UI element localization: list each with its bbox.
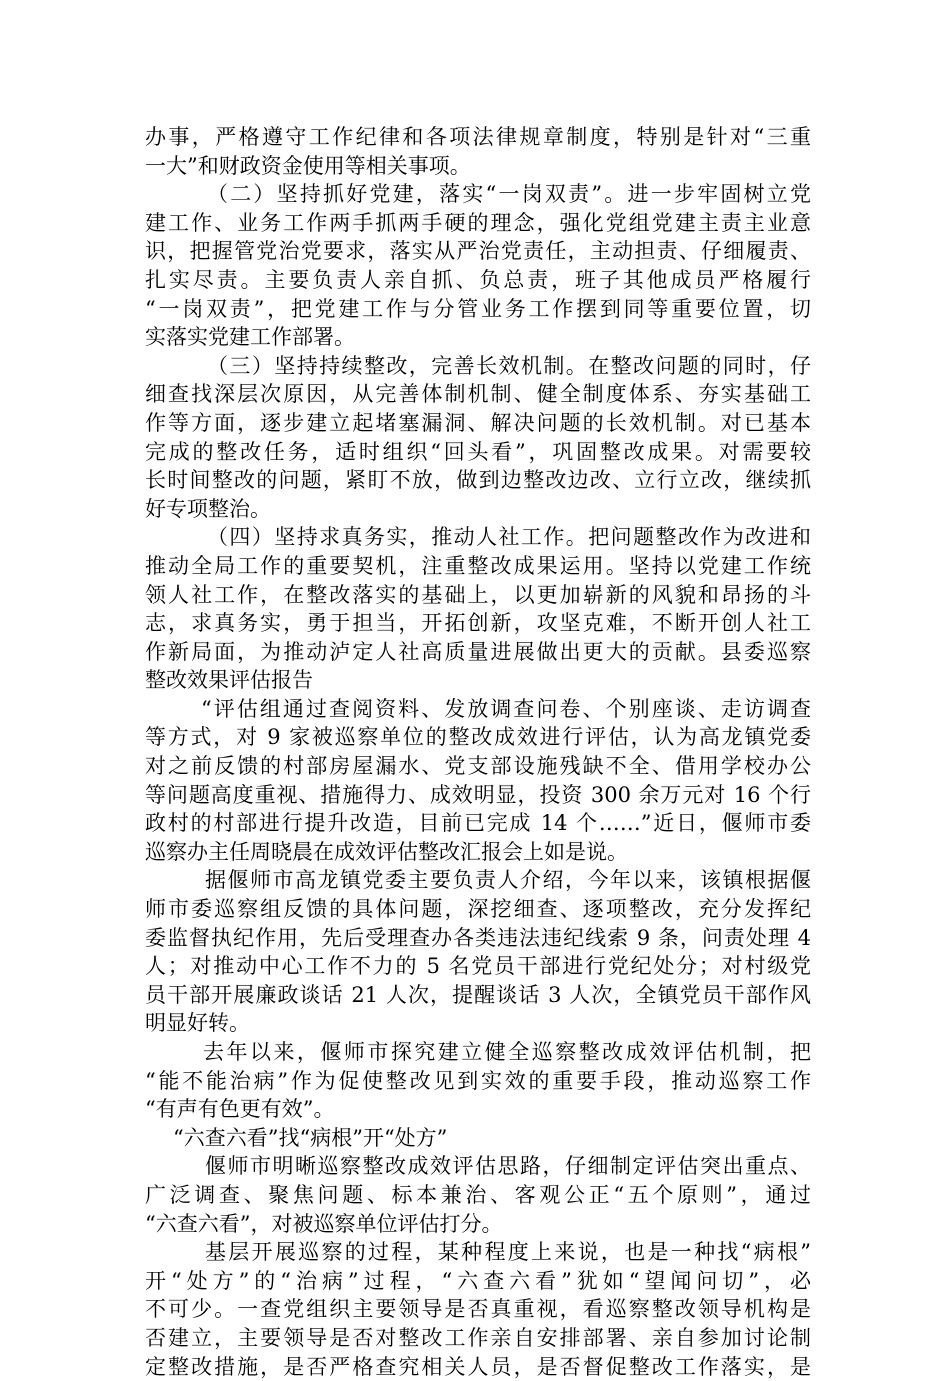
text-line: 政村的村部进行提升改造，目前已完成 14 个……”近日，偃师市委: [145, 811, 811, 836]
text-line: 长时间整改的问题，紧盯不放，做到边整改边改、立行立改，继续抓: [145, 468, 811, 493]
text-line: “六查六看”找“病根”开“处方”: [173, 1125, 448, 1150]
document-body: [145, 123, 811, 1381]
text-line: 定整改措施，是否严格查究相关人员，是否督促整改工作落实，是: [145, 1354, 811, 1379]
text-line: 推动全局工作的重要契机，注重整改成果运用。坚持以党建工作统: [145, 553, 811, 578]
text-line: 细查找深层次原因，从完善体制机制、健全制度体系、夯实基础工: [145, 382, 811, 407]
text-line: 巡察办主任周晓晨在成效评估整改汇报会上如是说。: [145, 839, 628, 864]
text-line: 委监督执纪作用，先后受理查办各类违法违纪线索 9 条，问责处理 4: [145, 925, 811, 950]
text-line: 等方式，对 9 家被巡察单位的整改成效进行评估，认为高龙镇党委: [145, 725, 811, 750]
text-line: 志，求真务实，勇于担当，开拓创新，攻坚克难，不断开创人社工: [145, 611, 811, 636]
text-line: 师市委巡察组反馈的具体问题，深挖细查、逐项整改，充分发挥纪: [145, 897, 811, 922]
text-line: “有声有色更有效”。: [145, 1097, 335, 1122]
text-line: 人；对推动中心工作不力的 5 名党员干部进行党纪处分；对村级党: [145, 954, 811, 979]
text-line: 去年以来，偃师市探究建立健全巡察整改成效评估机制，把: [203, 1040, 811, 1064]
text-line: 否建立，主要领导是否对整改工作亲自安排部署、亲自参加讨论制: [145, 1325, 811, 1350]
text-line: 对之前反馈的村部房屋漏水、党支部设施残缺不全、借用学校办公: [145, 754, 811, 779]
text-line: 员干部开展廉政谈话 21 人次，提醒谈话 3 人次，全镇党员干部作风: [145, 982, 811, 1007]
text-line: 偃师市明晰巡察整改成效评估思路，仔细制定评估突出重点、: [205, 1154, 811, 1179]
text-line: 作新局面，为推动泸定人社高质量进展做出更大的贡献。县委巡察: [145, 639, 811, 664]
text-line: 领人社工作，在整改落实的基础上，以更加崭新的风貌和昂扬的斗: [145, 582, 811, 607]
text-line: 据偃师市高龙镇党委主要负责人介绍，今年以来，该镇根据偃: [205, 868, 811, 893]
text-line: 开“处方”的“治病”过程，“六查六看”犹如“望闻问切”，必: [145, 1268, 811, 1293]
text-line: 等问题高度重视、措施得力、成效明显，投资 300 余万元对 16 个行: [145, 782, 811, 807]
text-line: 基层开展巡察的过程，某种程度上来说，也是一种找“病根”: [205, 1240, 811, 1265]
text-line: “一岗双责”，把党建工作与分管业务工作摆到同等重要位置，切: [145, 296, 811, 321]
text-line: 识，把握管党治党要求，落实从严治党责任，主动担责、仔细履责、: [145, 239, 811, 264]
text-line: （三）坚持持续整改，完善长效机制。在整改问题的同时，仔: [207, 353, 811, 378]
text-line: “能不能治病”作为促使整改见到实效的重要手段，推动巡察工作: [145, 1068, 811, 1093]
text-line: 广泛调查、聚焦问题、标本兼治、客观公正“五个原则”，通过: [145, 1182, 811, 1207]
text-line: （二）坚持抓好党建，落实“一岗双责”。进一步牢固树立党: [207, 182, 811, 207]
text-line: （四）坚持求真务实，推动人社工作。把问题整改作为改进和: [207, 525, 811, 550]
text-line: “六查六看”，对被巡察单位评估打分。: [145, 1211, 503, 1236]
text-line: 不可少。一查党组织主要领导是否真重视，看巡察整改领导机构是: [145, 1297, 811, 1322]
text-line: 建工作、业务工作两手抓两手硬的理念，强化党组党建主责主业意: [145, 210, 811, 235]
text-line: 整改效果评估报告: [145, 668, 313, 693]
text-line: 完成的整改任务，适时组织“回头看”，巩固整改成果。对需要较: [145, 439, 811, 464]
text-line: 办事，严格遵守工作纪律和各项法律规章制度，特别是针对“三重: [145, 125, 811, 149]
text-line: “评估组通过查阅资料、发放调查问卷、个别座谈、走访调查: [201, 696, 811, 721]
text-line: 扎实尽责。主要负责人亲自抓、负总责，班子其他成员严格履行: [145, 267, 811, 292]
text-line: 作等方面，逐步建立起堵塞漏洞、解决问题的长效机制。对已基本: [145, 410, 811, 435]
text-line: 好专项整治。: [145, 496, 271, 521]
text-line: 一大”和财政资金使用等相关事项。: [145, 153, 471, 178]
text-line: 实落实党建工作部署。: [145, 325, 355, 350]
text-line: 明显好转。: [145, 1011, 250, 1036]
